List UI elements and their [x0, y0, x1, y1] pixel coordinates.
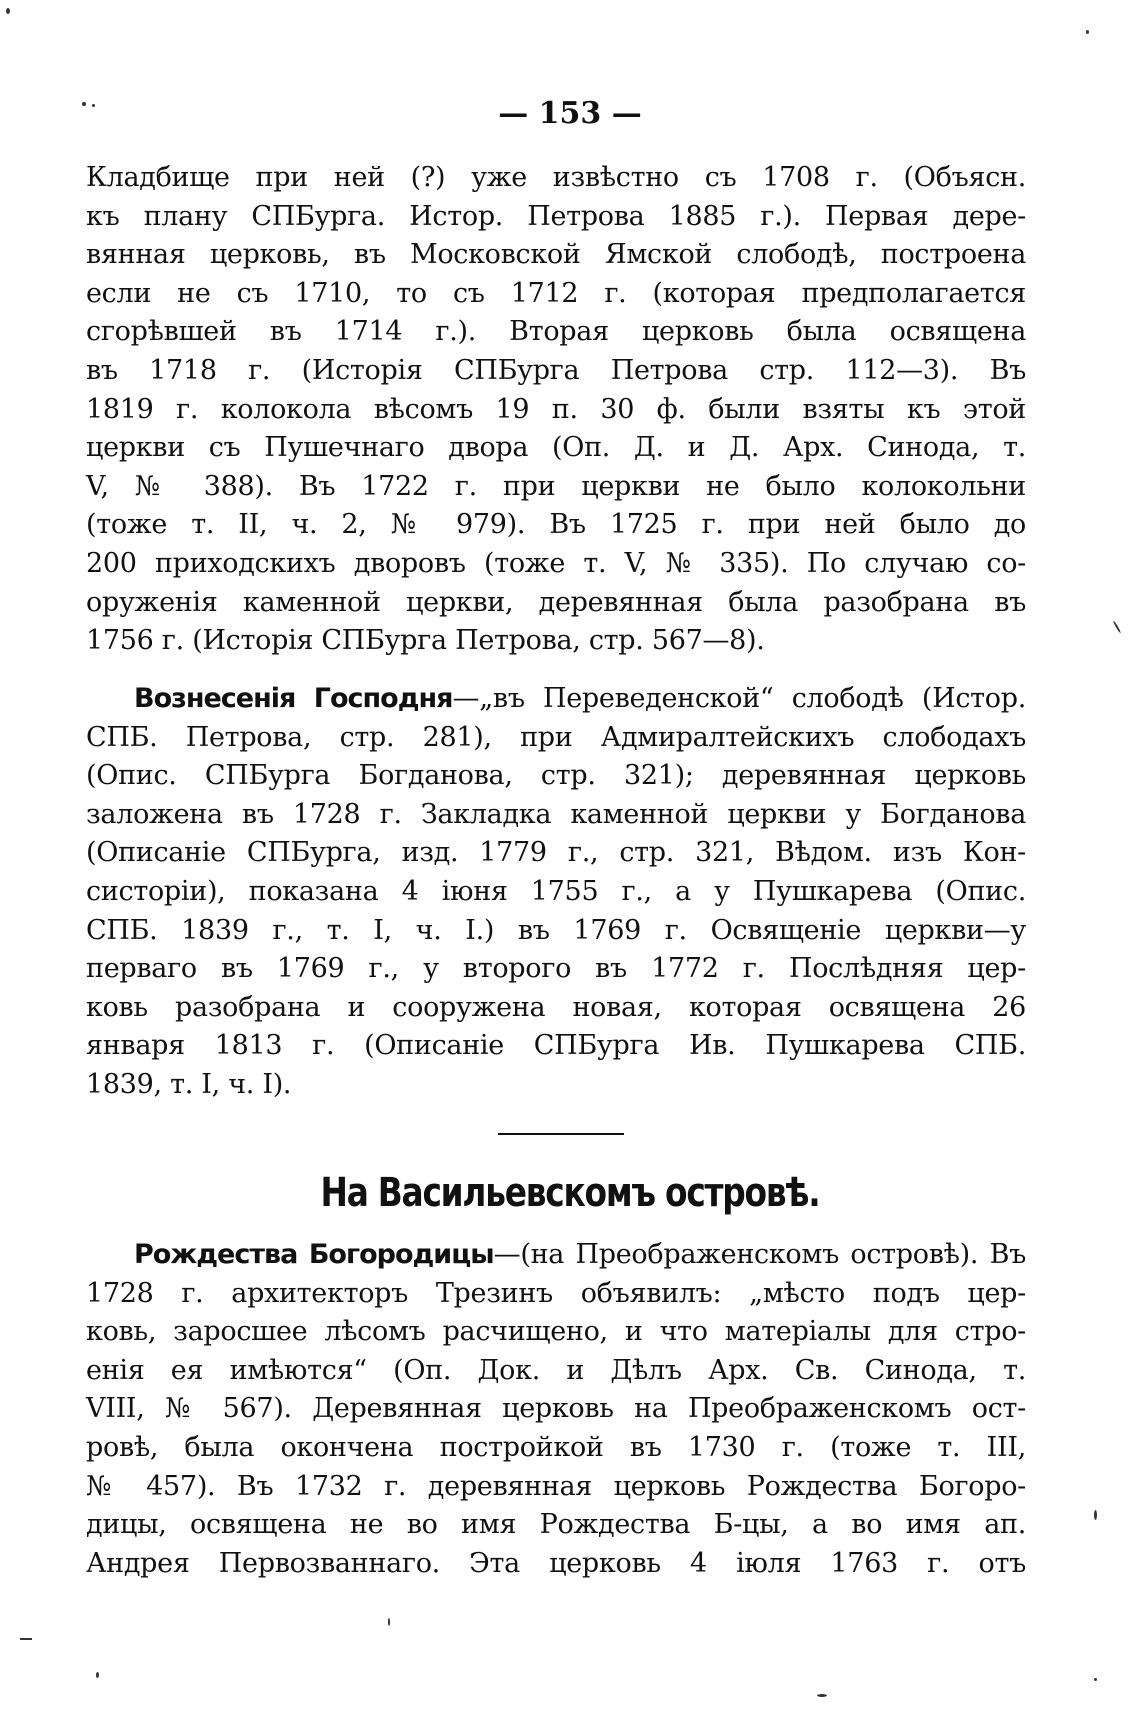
- entry-heading: Рождества Богородицы: [134, 1239, 494, 1270]
- paragraph-nativity-church: [86, 1236, 1026, 1583]
- text-line: (тоже т. II, ч. 2, № 979). Въ 1725 г. при ней было до: [86, 509, 1026, 541]
- text-line: енія ея имѣются“ (Оп. Док. и Дѣлъ Арх. Св. Синода, т.: [86, 1354, 1026, 1386]
- text-line: VIII, № 567). Деревянная церковь на Преображенскомъ ост-: [86, 1393, 1026, 1425]
- text-line: СПБ. 1839 г., т. I, ч. I.) въ 1769 г. Освященіе церкви—у: [86, 914, 1026, 946]
- text-line: (Опис. СПБурга Богданова, стр. 321); деревянная церковь: [86, 760, 1026, 792]
- text-line: № 457). Въ 1732 г. деревянная церковь Рождества Богоро-: [86, 1470, 1026, 1502]
- scan-speck: [1113, 620, 1122, 633]
- text-line: [86, 680, 1026, 719]
- text-line: января 1813 г. (Описаніе СПБурга Ив. Пушкарева СПБ.: [86, 1030, 1026, 1062]
- section-heading: На Васильевскомъ островѣ.: [320, 1170, 820, 1216]
- entry-text: —„въ Переведенской“ слободѣ (Истор.: [452, 683, 1027, 714]
- text-line: ковь, заросшее лѣсомъ расчищено, и что матеріалы для стро-: [86, 1316, 1026, 1348]
- text-line: ровѣ, была окончена постройкой въ 1730 г. (тоже т. III,: [86, 1431, 1026, 1463]
- section-divider: [498, 1133, 624, 1135]
- text-line: дицы, освящена не во имя Рождества Б-цы, а во имя ап.: [86, 1509, 1026, 1541]
- page-number: — 153 —: [498, 96, 642, 131]
- text-line: вянная церковь, въ Московской Ямской слободѣ, построена: [86, 239, 1026, 271]
- text-line: сгорѣвшей въ 1714 г.). Вторая церковь была освящена: [86, 316, 1026, 348]
- entry-text: —(на Преображенскомъ островѣ). Въ: [493, 1239, 1027, 1270]
- text-line: систоріи), показана 4 іюня 1755 г., а у Пушкарева (Опис.: [86, 875, 1026, 907]
- scan-speck: [388, 1618, 390, 1626]
- text-line: въ 1718 г. (Исторія СПБурга Петрова стр. 112—3). Въ: [86, 354, 1026, 386]
- scan-speck: [92, 104, 95, 107]
- text-line: церкви съ Пушечнаго двора (Оп. Д. и Д. Арх. Синода, т.: [86, 432, 1026, 464]
- scan-speck: [1094, 1510, 1097, 1520]
- entry-heading: Вознесенія Господня: [134, 683, 453, 714]
- text-line: V, № 388). Въ 1722 г. при церкви не было колокольни: [86, 470, 1026, 502]
- text-line: 200 приходскихъ дворовъ (тоже т. V, № 335). По случаю со-: [86, 547, 1026, 579]
- text-line: (Описаніе СПБурга, изд. 1779 г., стр. 321, Вѣдом. изъ Кон-: [86, 837, 1026, 869]
- scan-speck: [1086, 30, 1089, 34]
- text-line: 1819 г. колокола вѣсомъ 19 п. 30 ф. были взяты къ этой: [86, 393, 1026, 425]
- text-line: [86, 1236, 1026, 1275]
- text-line: ковь разобрана и сооружена новая, которая освящена 26: [86, 991, 1026, 1023]
- text-line: 1839, т. I, ч. I).: [86, 1068, 292, 1100]
- scan-speck: [1094, 1678, 1097, 1681]
- text-line: Кладбище при ней (?) уже извѣстно съ 1708 г. (Объясн.: [86, 162, 1026, 193]
- paragraph-cemetery-church: [86, 159, 1026, 661]
- text-line: 1756 г. (Исторія СПБурга Петрова, стр. 567—8).: [86, 625, 765, 657]
- scan-speck: [6, 8, 10, 14]
- scan-speck: [96, 1672, 99, 1678]
- text-line: къ плану СПБурга. Истор. Петрова 1885 г.). Первая дере-: [86, 200, 1026, 232]
- text-line: перваго въ 1769 г., у второго въ 1772 г. Послѣдняя цер-: [86, 953, 1026, 985]
- text-line: СПБ. Петрова, стр. 281), при Адмиралтейскихъ слободахъ: [86, 721, 1026, 753]
- scan-speck: [817, 1694, 827, 1697]
- paragraph-ascension-church: [86, 680, 1026, 1105]
- text-line: заложена въ 1728 г. Закладка каменной церкви у Богданова: [86, 798, 1026, 830]
- text-line: 1728 г. архитекторъ Трезинъ объявилъ: „мѣсто подъ цер-: [86, 1277, 1026, 1309]
- text-line: если не съ 1710, то съ 1712 г. (которая предполагается: [86, 277, 1026, 309]
- text-line: оруженія каменной церкви, деревянная была разобрана въ: [86, 586, 1026, 618]
- scan-speck: [20, 1638, 32, 1640]
- text-line: Андрея Первозваннаго. Эта церковь 4 іюля 1763 г. отъ: [86, 1547, 1026, 1579]
- scan-speck: [82, 102, 86, 106]
